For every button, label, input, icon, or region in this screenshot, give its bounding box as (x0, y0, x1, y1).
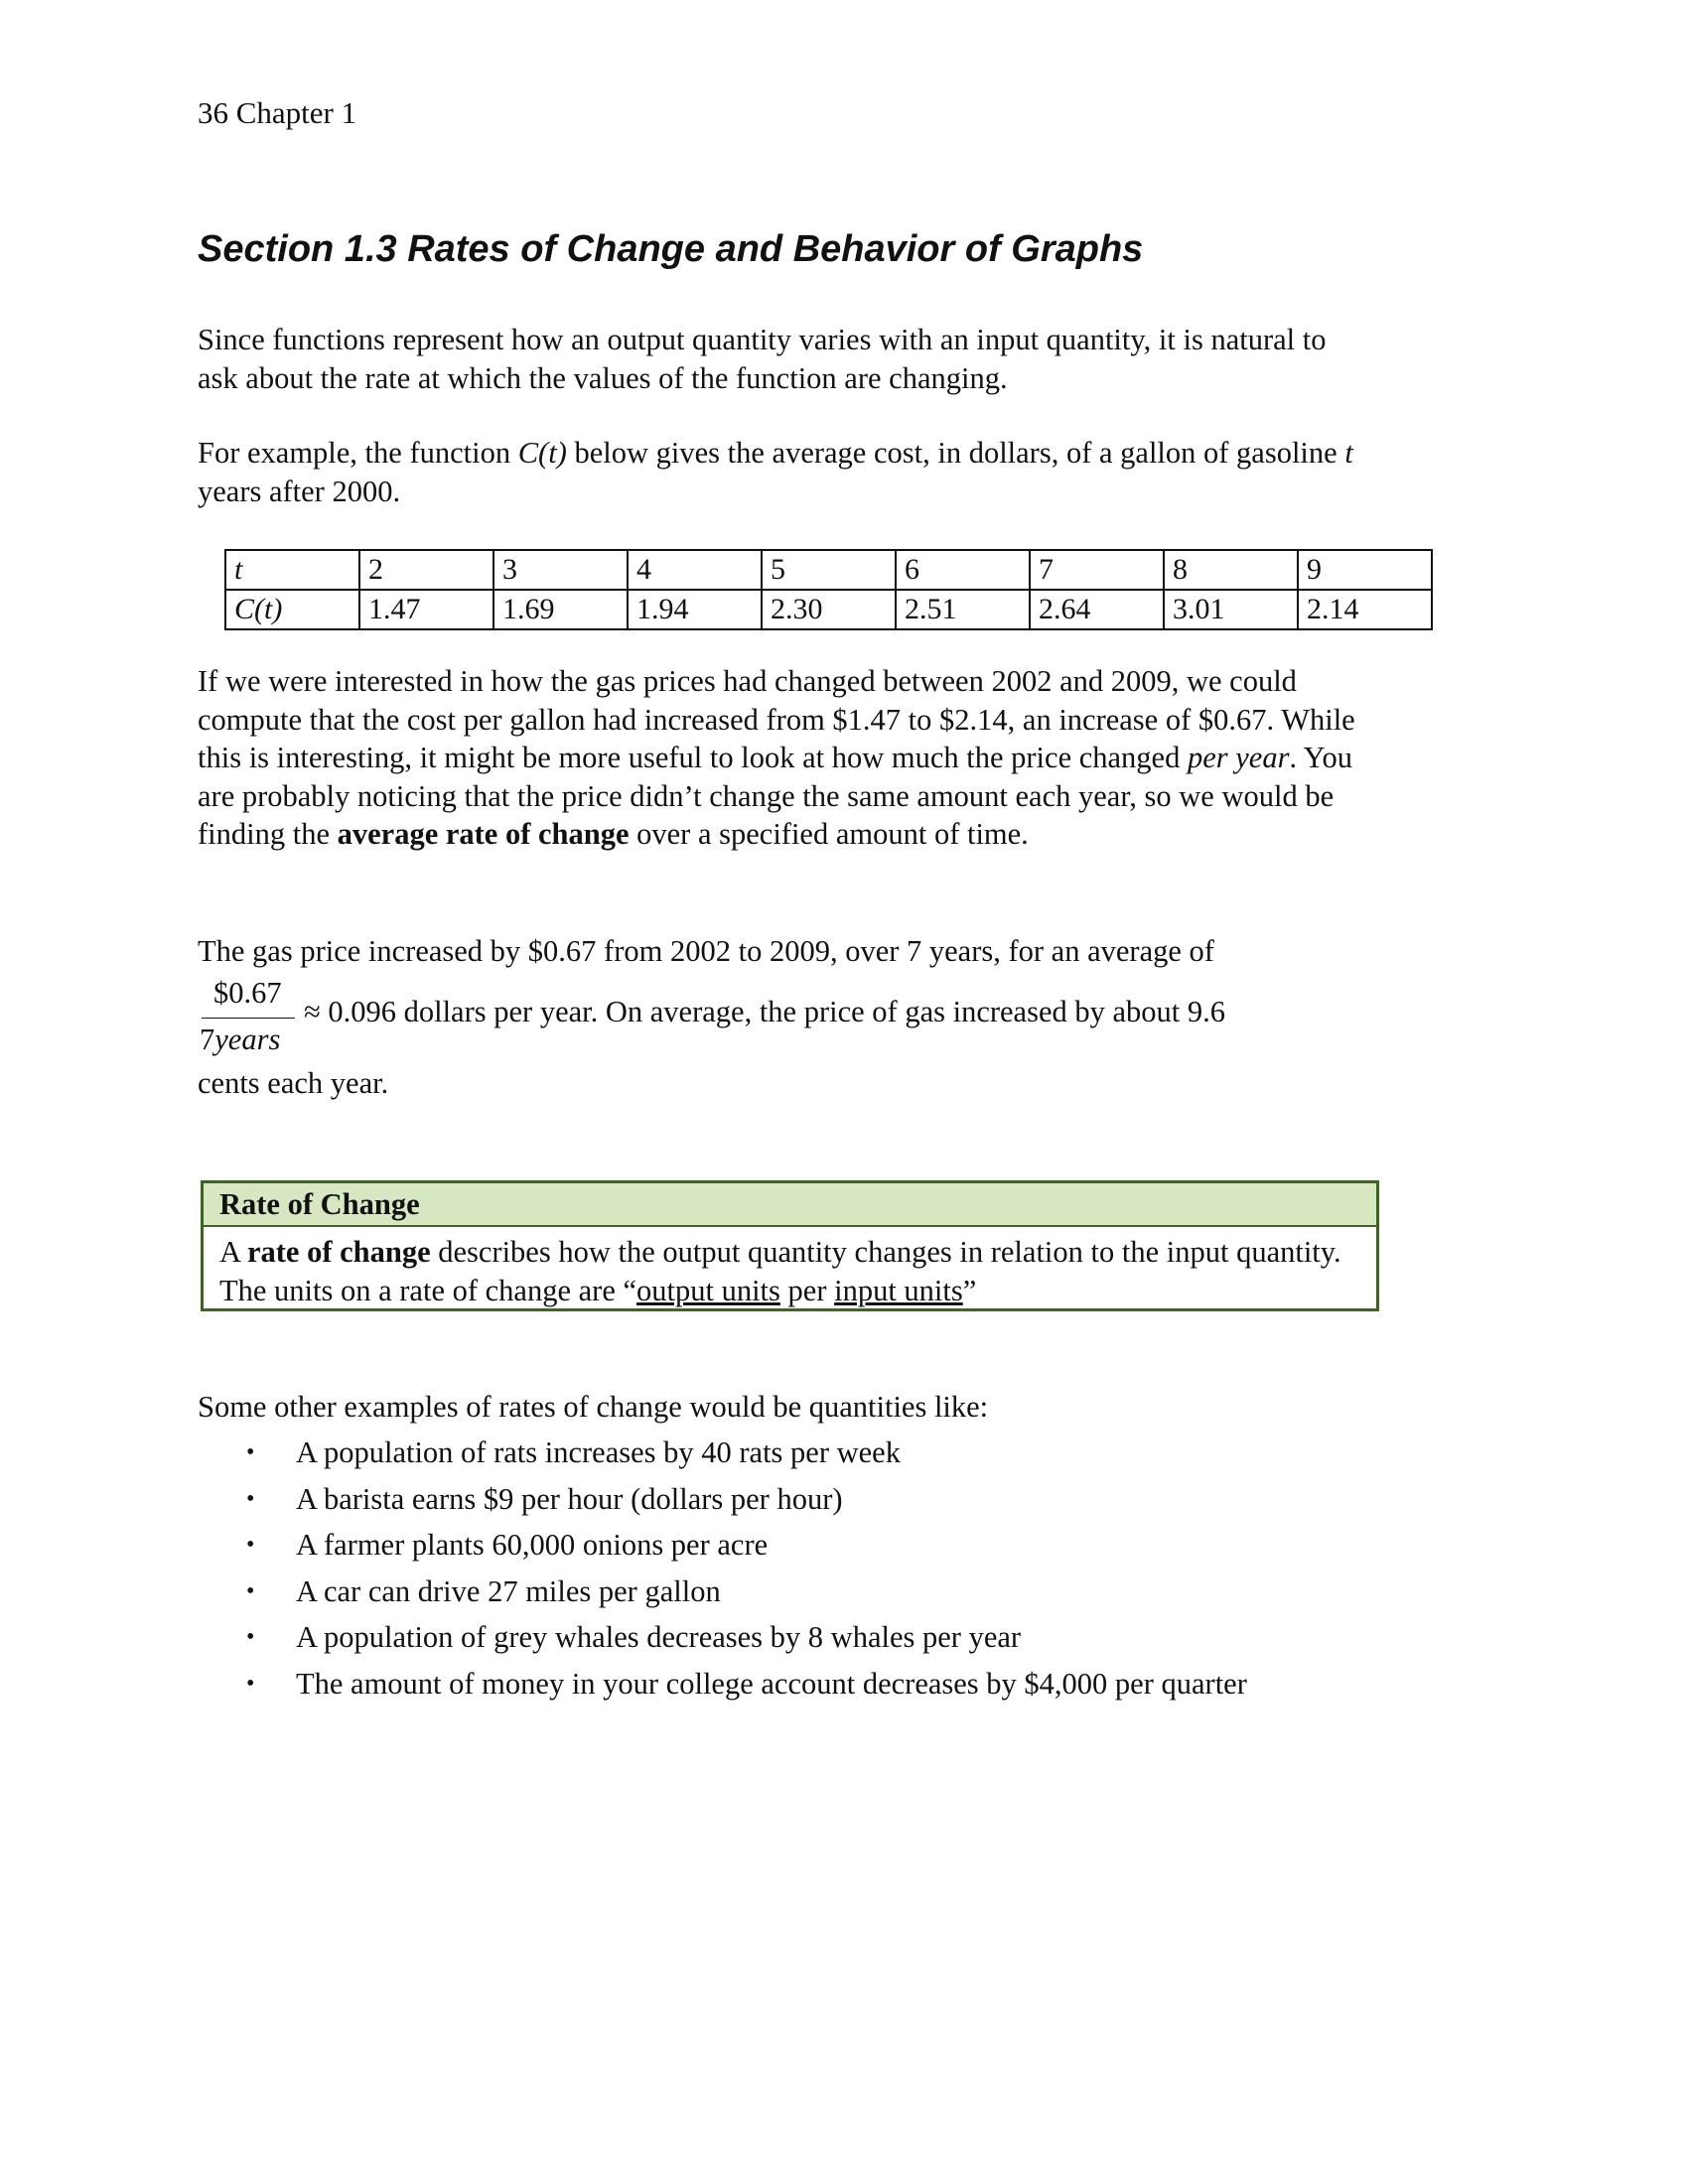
list-item-text: The amount of money in your college account decreases by $4,000 per quarter (296, 1666, 1247, 1701)
table-cell: 2.51 (896, 590, 1030, 629)
variable-t: t (1344, 436, 1353, 470)
average-rate-term: average rate of change (337, 817, 630, 851)
table-row-t (225, 550, 1432, 590)
bullet-icon: • (246, 1532, 255, 1558)
interest-paragraph (198, 662, 1369, 854)
examples-intro: Some other examples of rates of change would be quantities like: (198, 1390, 989, 1424)
list-item-text: A barista earns $9 per hour (dollars per hour) (296, 1481, 843, 1516)
list-item (0, 1614, 1247, 1661)
table-cell: 8 (1164, 550, 1298, 590)
per-year-emphasis: per year (1187, 741, 1290, 774)
list-item (0, 1569, 1247, 1615)
table-cell: 9 (1298, 550, 1432, 590)
list-item (0, 1430, 1247, 1476)
gas-price-table (224, 549, 1433, 630)
example-paragraph (198, 434, 1369, 510)
bullet-icon: • (246, 1485, 255, 1512)
intro-text: Since functions represent how an output quantity varies with an input quantity, it is natural to ask about the rate at which the values of the function are changing. (198, 323, 1327, 395)
table-cell: 5 (762, 550, 896, 590)
table-cell: 2.64 (1030, 590, 1164, 629)
list-item (0, 1522, 1247, 1569)
output-units: output units (636, 1273, 780, 1307)
example-text-c: years after 2000. (198, 474, 401, 508)
definition-text-b: describes how the output quantity changes in relation to the input quantity. The units on a rate of change are “ (219, 1235, 1341, 1307)
table-cell: 2.30 (762, 590, 896, 629)
cents-line: cents each year. (198, 1066, 389, 1100)
table-cell: 6 (896, 550, 1030, 590)
input-units: input units (834, 1273, 963, 1307)
average-text: The gas price increased by $0.67 from 2002 to 2009, over 7 years, for an average of (198, 934, 1214, 968)
page-header: 36 Chapter 1 (198, 95, 357, 130)
definition-text-end: ” (962, 1273, 977, 1307)
list-item (0, 1661, 1247, 1707)
interest-text-a: If we were interested in how the gas prices had changed between 2002 and 2009, we could compute that the cost per gallon had increased from $1.47 to $2.14, an increase of $0.67. While this is interesting, it might be more useful to look at how much the price changed (198, 664, 1355, 774)
intro-paragraph (198, 321, 1369, 397)
bullet-icon: • (246, 1577, 255, 1604)
list-item-text: A car can drive 27 miles per gallon (296, 1573, 721, 1608)
table-cell: 1.69 (493, 590, 628, 629)
table-cell: 2 (359, 550, 493, 590)
definition-text-a: A (219, 1235, 247, 1269)
definition-box (201, 1180, 1379, 1311)
fraction-den-number: 7 (200, 1023, 215, 1056)
list-item-text: A farmer plants 60,000 onions per acre (296, 1528, 769, 1562)
examples-list (0, 1430, 1247, 1706)
table-cell: 3.01 (1164, 590, 1298, 629)
average-paragraph (198, 932, 1369, 971)
function-name: C(t) (517, 436, 567, 470)
list-item-text: A population of rats increases by 40 rats per week (296, 1435, 901, 1469)
fraction-denominator (200, 1024, 280, 1055)
fraction-result: ≈ 0.096 dollars per year. On average, the price of gas increased by about 9.6 (304, 995, 1226, 1028)
interest-text-b: . You are probably noticing that the price didn’t change the same amount each year, so we would be finding the (198, 741, 1353, 851)
example-text-b: below gives the average cost, in dollars, of a gallon of gasoline (566, 436, 1345, 470)
interest-text-c: over a specified amount of time. (629, 817, 1029, 851)
table-cell: 4 (628, 550, 762, 590)
section-title: Section 1.3 Rates of Change and Behavior of Graphs (198, 228, 1144, 270)
row-label-t: t (225, 550, 359, 590)
table-cell: 3 (493, 550, 628, 590)
definition-body (204, 1227, 1376, 1309)
bullet-icon: • (246, 1439, 255, 1465)
definition-text-mid: per (779, 1273, 835, 1307)
example-text-a: For example, the function (198, 436, 518, 470)
list-item-text: A population of grey whales decreases by 8 whales per year (296, 1620, 1022, 1654)
fraction-bar (202, 1018, 295, 1019)
row-label-ct: C(t) (225, 590, 359, 629)
list-item (0, 1476, 1247, 1523)
definition-title: Rate of Change (204, 1183, 1376, 1227)
table-cell: 1.94 (628, 590, 762, 629)
table-row-ct (225, 590, 1432, 629)
table-cell: 2.14 (1298, 590, 1432, 629)
bullet-icon: • (246, 1670, 255, 1697)
fraction-numerator: $0.67 (213, 976, 282, 1010)
table-cell: 7 (1030, 550, 1164, 590)
rate-of-change-term: rate of change (246, 1235, 431, 1269)
fraction-den-unit: years (214, 1023, 281, 1056)
bullet-icon: • (246, 1624, 255, 1650)
table-cell: 1.47 (359, 590, 493, 629)
